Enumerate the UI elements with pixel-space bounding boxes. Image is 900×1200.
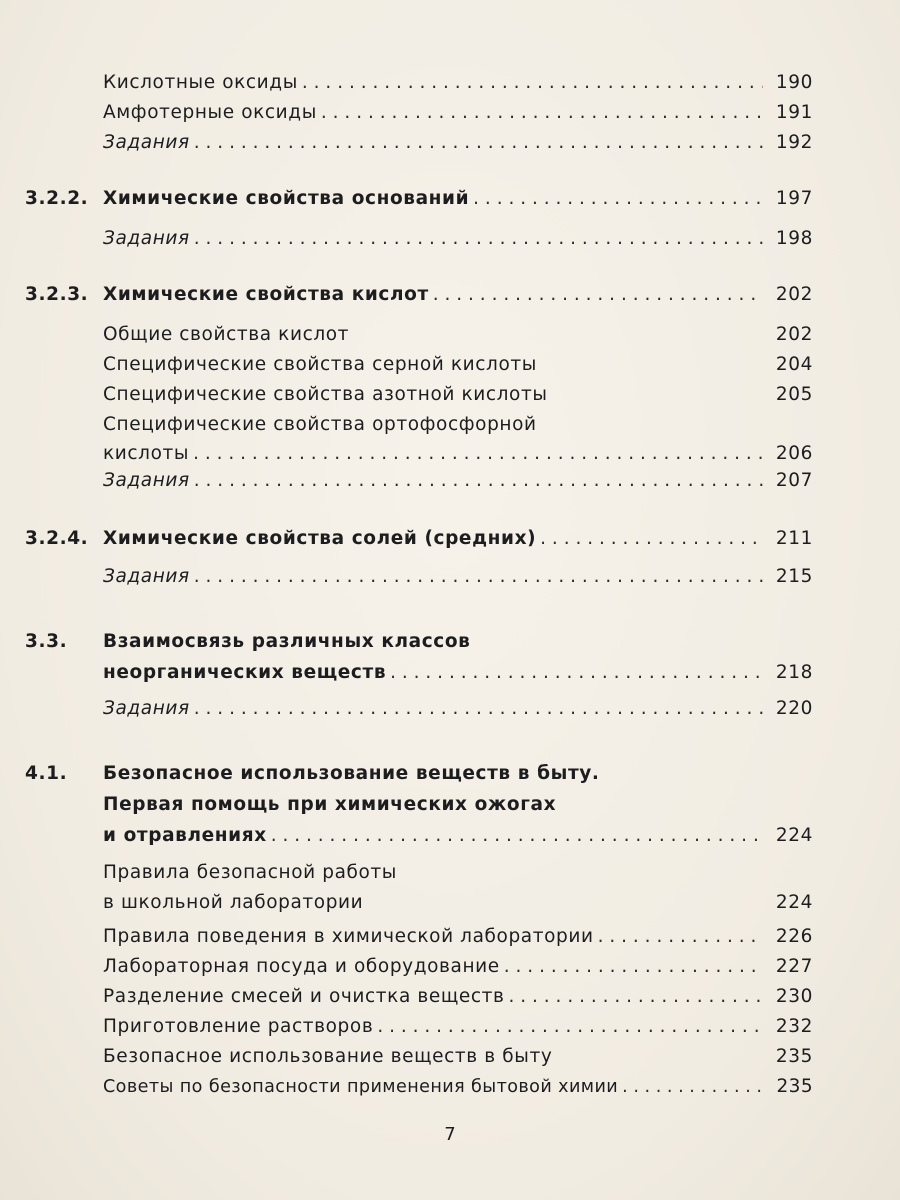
entry-page: 232	[775, 1016, 813, 1037]
entry-page: 191	[775, 102, 813, 123]
section-last-line	[103, 657, 813, 688]
entry-page: 224	[775, 892, 813, 913]
dot-leader	[194, 470, 763, 491]
section-title-line: Взаимосвязь различных классов	[103, 631, 471, 652]
toc-entry	[103, 986, 813, 1007]
dot-leader	[194, 228, 763, 249]
toc-entry	[103, 384, 813, 405]
dot-leader	[194, 698, 763, 719]
entry-page: 227	[775, 956, 813, 977]
entry-page: 215	[775, 566, 813, 587]
toc-section	[25, 284, 813, 305]
toc-section-multiline	[25, 626, 813, 688]
entry-last-line	[103, 888, 813, 918]
entry-title-line: в школьной лаборатории	[103, 892, 364, 913]
dot-leader	[598, 926, 763, 947]
entry-title: Советы по безопасности применения бытовой химии	[103, 1077, 619, 1097]
entry-title: Задания	[103, 132, 190, 153]
entry-page: 220	[775, 698, 813, 719]
entry-page: 192	[775, 132, 813, 153]
dot-leader	[433, 284, 763, 305]
section-title-line: и отравлениях	[103, 825, 267, 846]
toc-entry-tasks	[103, 566, 813, 587]
entry-page: 230	[775, 986, 813, 1007]
toc-entry	[103, 72, 813, 93]
toc-entry	[103, 102, 813, 123]
entry-page: 235	[776, 1076, 813, 1097]
entry-page: 204	[775, 354, 813, 375]
section-number: 4.1.	[25, 763, 68, 784]
page-number: 7	[444, 1124, 456, 1145]
entry-title: Безопасное использование веществ в быту	[103, 1046, 553, 1067]
dot-leader	[271, 820, 763, 851]
section-number: 3.2.2.	[25, 188, 89, 209]
section-title: Химические свойства солей (средних)	[103, 528, 537, 549]
dot-leader	[504, 956, 763, 977]
entry-page: 202	[775, 324, 813, 345]
dot-leader	[194, 566, 763, 587]
dot-leader	[377, 1016, 763, 1037]
toc-entry	[103, 956, 813, 977]
entry-page: 197	[775, 188, 813, 209]
entry-page: 226	[775, 926, 813, 947]
toc-entry	[103, 926, 813, 947]
section-last-line	[103, 820, 813, 851]
entry-title: Разделение смесей и очистка веществ	[103, 986, 505, 1007]
entry-title: Общие свойства кислот	[103, 324, 350, 345]
entry-title: Приготовление растворов	[103, 1016, 374, 1037]
dot-leader	[194, 132, 763, 153]
entry-page: 211	[775, 528, 813, 549]
entry-page: 190	[775, 72, 813, 93]
entry-last-line	[103, 439, 813, 468]
entry-title-line: кислоты	[103, 443, 190, 464]
entry-page: 205	[775, 384, 813, 405]
entry-title: Лабораторная посуда и оборудование	[103, 956, 500, 977]
dot-leader	[302, 72, 763, 93]
dot-leader	[193, 439, 763, 468]
toc-entry	[103, 324, 813, 345]
entry-title: Специфические свойства азотной кислоты	[103, 384, 548, 405]
toc-entry-tasks	[103, 132, 813, 153]
section-title: Химические свойства кислот	[103, 284, 429, 305]
entry-page: 198	[775, 228, 813, 249]
section-number: 3.3.	[25, 631, 68, 652]
entry-title: Задания	[103, 698, 190, 719]
toc-entry-multiline	[103, 410, 813, 468]
entry-page: 207	[775, 470, 813, 491]
toc-entry	[103, 1046, 813, 1067]
toc-section-multiline	[25, 758, 813, 851]
toc-entry-tasks	[103, 228, 813, 249]
entry-title: Задания	[103, 566, 190, 587]
entry-title: Амфотерные оксиды	[103, 102, 317, 123]
toc-entry	[103, 1076, 813, 1097]
toc-entry-multiline	[103, 858, 813, 918]
dot-leader	[509, 986, 763, 1007]
dot-leader	[622, 1077, 763, 1097]
toc-entry-tasks	[103, 698, 813, 719]
dot-leader	[390, 657, 763, 688]
entry-title-line: Правила безопасной работы	[103, 862, 398, 883]
toc-entry	[103, 1016, 813, 1037]
entry-title: Задания	[103, 228, 190, 249]
entry-page: 235	[775, 1046, 813, 1067]
section-number: 3.2.3.	[25, 284, 89, 305]
toc-section	[25, 188, 813, 209]
dot-leader	[321, 102, 763, 123]
dot-leader	[473, 188, 763, 209]
section-title-line: Безопасное использование веществ в быту.	[103, 763, 600, 784]
entry-page: 202	[775, 284, 813, 305]
entry-title-line: Специфические свойства ортофосфорной	[103, 414, 537, 435]
toc-entry	[103, 354, 813, 375]
toc-entry-tasks	[103, 470, 813, 491]
dot-leader	[540, 528, 763, 549]
entry-page: 218	[775, 662, 813, 683]
toc-section	[25, 528, 813, 549]
entry-title: Кислотные оксиды	[103, 72, 298, 93]
entry-page: 206	[775, 443, 813, 464]
entry-title: Правила поведения в химической лаборатории	[103, 926, 594, 947]
entry-page: 224	[775, 825, 813, 846]
entry-title: Задания	[103, 470, 190, 491]
section-title-line: неорганических веществ	[103, 662, 387, 683]
entry-title: Специфические свойства серной кислоты	[103, 354, 537, 375]
section-title: Химические свойства оснований	[103, 188, 470, 209]
section-title-line: Первая помощь при химических ожогах	[103, 794, 557, 815]
section-number: 3.2.4.	[25, 528, 89, 549]
